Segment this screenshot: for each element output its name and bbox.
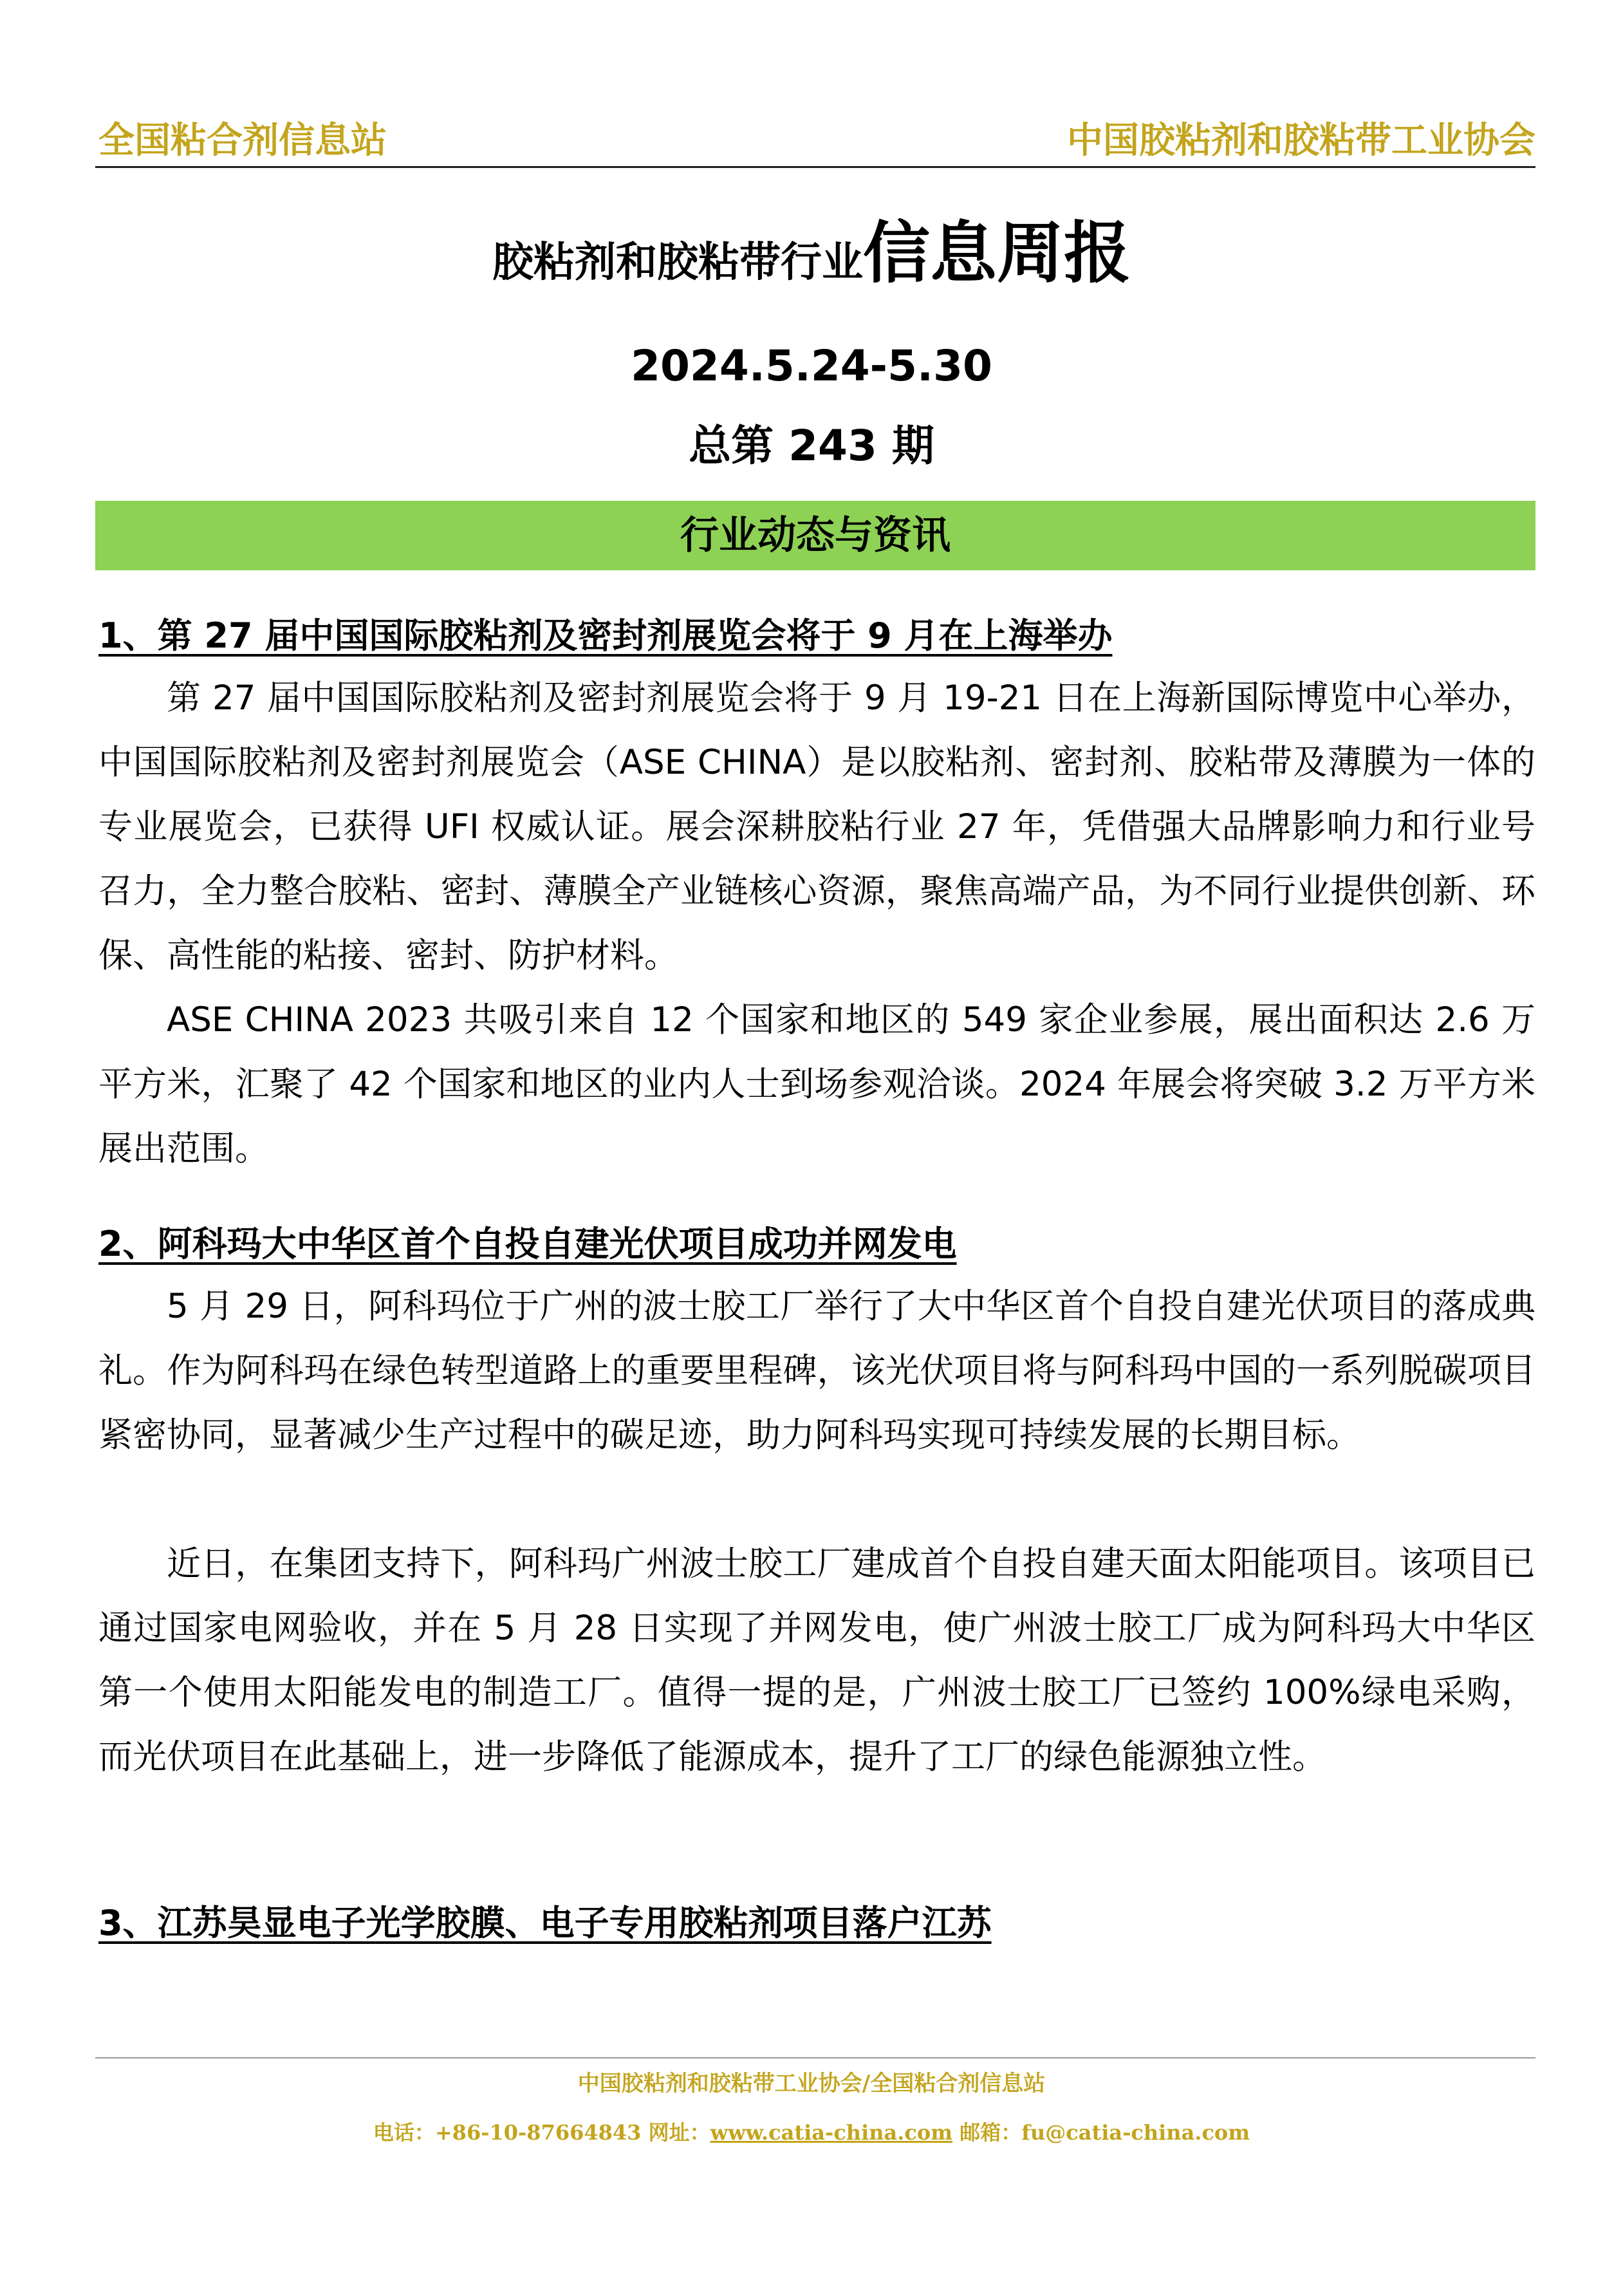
footer-contact <box>0 2116 1623 2149</box>
footer-organization: 中国胶粘剂和胶粘带工业协会/全国粘合剂信息站 <box>577 2071 1046 2096</box>
footer-email: 邮箱：fu@catia-china.com <box>952 2120 1250 2145</box>
page-title-main: 信息周报 <box>862 214 1131 292</box>
article-1-title: 1、第 27 届中国国际胶粘剂及密封剂展览会将于 9 月在上海举办 <box>98 615 1113 656</box>
header-association-name: 中国胶粘剂和胶粘带工业协会 <box>1067 119 1535 162</box>
page-title <box>0 211 1623 315</box>
issue-number: 总第 243 期 <box>689 421 934 471</box>
article-2-title: 2、阿科玛大中华区首个自投自建光伏项目成功并网发电 <box>98 1224 957 1264</box>
header-site-name: 全国粘合剂信息站 <box>98 119 387 162</box>
footer-website-link[interactable]: www.catia-china.com <box>710 2120 953 2145</box>
date-range: 2024.5.24-5.30 <box>631 341 992 391</box>
header-divider <box>95 166 1535 168</box>
article-1-paragraph-1: 第 27 届中国国际胶粘剂及密封剂展览会将于 9 月 19-21 日在上海新国际博览中心举办，中国国际胶粘剂及密封剂展览会（ASE CHINA）是以胶粘剂、密封剂、胶粘带及薄膜为一体的专业展览会，已获得 UFI 权威认证。展会深耕胶粘行业 27 年，凭借强大品牌影响力和行业号召力，全力整合胶粘、密封、薄膜全产业链核心资源，聚焦高端产品，为不同行业提供创新、环保、高性能的粘接、密封、防护材料。 <box>98 678 1535 975</box>
article-2-paragraph-2: 近日，在集团支持下，阿科玛广州波士胶工厂建成首个自投自建天面太阳能项目。该项目已通过国家电网验收，并在 5 月 28 日实现了并网发电，使广州波士胶工厂成为阿科玛大中华区第一个使用太阳能发电的制造工厂。值得一提的是，广州波士胶工厂已签约 100%绿电采购，而光伏项目在此基础上，进一步降低了能源成本，提升了工厂的绿色能源独立性。 <box>98 1544 1535 1777</box>
section-band: 行业动态与资讯 <box>95 501 1535 570</box>
footer-divider <box>95 2057 1535 2058</box>
page-title-prefix: 胶粘剂和胶粘带行业 <box>492 239 863 286</box>
article-1-paragraph-2: ASE CHINA 2023 共吸引来自 12 个国家和地区的 549 家企业参展，展出面积达 2.6 万平方米，汇聚了 42 个国家和地区的业内人士到场参观洽谈。2024 年展会将突破 3.2 万平方米展出范围。 <box>98 1000 1535 1168</box>
article-3-title: 3、江苏昊显电子光学胶膜、电子专用胶粘剂项目落户江苏 <box>98 1903 992 1943</box>
article-2-paragraph-1: 5 月 29 日，阿科玛位于广州的波士胶工厂举行了大中华区首个自投自建光伏项目的落成典礼。作为阿科玛在绿色转型道路上的重要里程碑，该光伏项目将与阿科玛中国的一系列脱碳项目紧密协同，显著减少生产过程中的碳足迹，助力阿科玛实现可持续发展的长期目标。 <box>98 1287 1535 1455</box>
footer-phone: 电话：+86-10-87664843 网址： <box>373 2120 710 2145</box>
